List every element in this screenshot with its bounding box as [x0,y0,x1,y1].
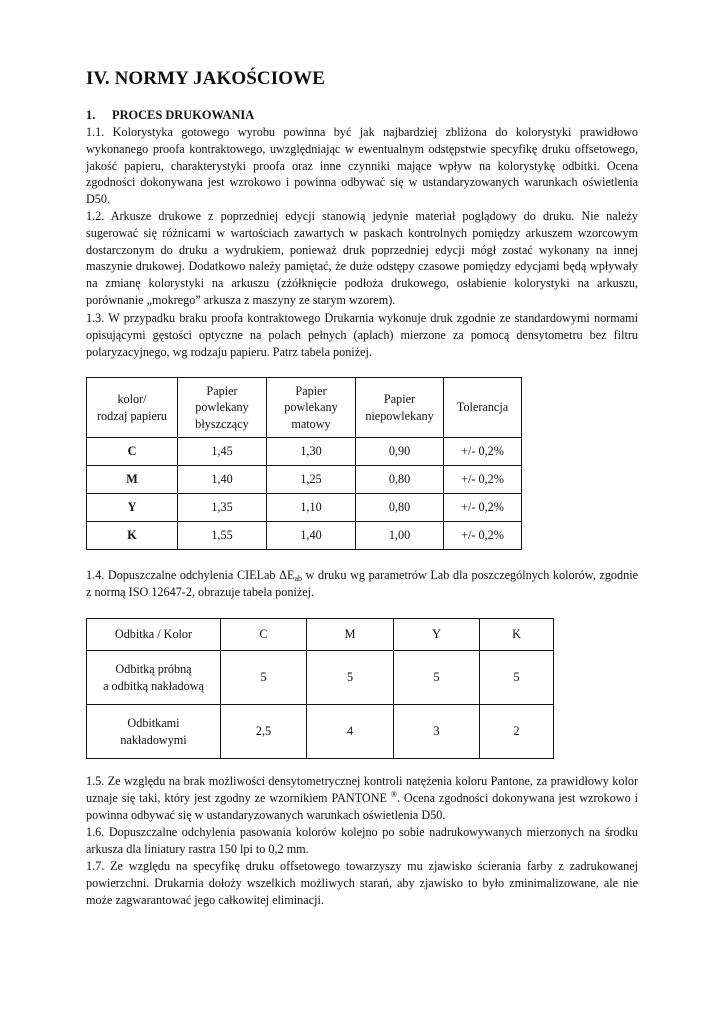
value-cell: 1,35 [178,494,267,522]
table-row [87,522,522,550]
paragraph-1-5: 1.5. Ze względu na brak możliwości densytometrycznej kontroli natężenia koloru Pantone, za prawidłowy kolor uznaje się taki, który jest zgodny ze wzornikiem PANTONE ®. Ocena zgodności dokonywana jest wzrokowo i powinna odbywać się w ustandaryzowanych warunkach oświetlenia D50. [86,774,638,822]
value-cell: 0,80 [356,466,444,494]
value-cell: 1,00 [356,522,444,550]
density-table-header-row [87,378,522,438]
header-cell: Tolerancja [444,378,522,438]
value-cell: 2,5 [221,705,307,759]
table-row [87,466,522,494]
header-cell: kolor/ rodzaj papieru [87,378,178,438]
paragraph-1-6: 1.6. Dopuszczalne odchylenia pasowania kolorów kolejno po sobie nadrukowywanych mierzonych na środku arkusza dla liniatury rastra 150 lpi to 0,2 mm. [86,825,638,856]
value-cell: 1,30 [267,438,356,466]
value-cell: 0,80 [356,494,444,522]
paragraph-1-3: 1.3. W przypadku braku proofa kontraktowego Drukarnia wykonuje druk zgodnie ze standardowymi normami opisującymi gęstości optyczne na polach pełnych (aplach) mierzone za pomocą densytometru bez filtru polaryzacyjnego, wg rodzaju papieru. Patrz tabela poniżej. [86,311,638,359]
header-cell: C [221,619,307,651]
header-cell: Papier powlekany matowy [267,378,356,438]
value-cell: 1,25 [267,466,356,494]
color-cell: Y [87,494,178,522]
row-label-cell: Odbitkami nakładowymi [87,705,221,759]
value-cell: 1,45 [178,438,267,466]
header-cell: Odbitka / Kolor [87,619,221,651]
header-cell: M [307,619,394,651]
section-label: PROCES DRUKOWANIA [112,108,255,122]
delta-e-header-row [87,619,554,651]
page-title: IV. NORMY JAKOŚCIOWE [86,68,325,89]
header-cell: Papier niepowlekany [356,378,444,438]
density-table [86,377,522,550]
table-row [87,438,522,466]
paragraph-1-7: 1.7. Ze względu na specyfikę druku offsetowego towarzyszy mu zjawisko ścierania farby z zadrukowanej powierzchni. Drukarnia dołoży wszelkich możliwych starań, aby zjawisko to było zminimalizowane, ale nie może zagwarantować jego całkowitej eliminacji. [86,859,638,907]
value-cell: 1,55 [178,522,267,550]
paragraph-1-2: 1.2. Arkusze drukowe z poprzedniej edycji stanowią jedynie materiał poglądowy do druku. Nie należy sugerować się różnicami w wartościach zawartych w paskach kontrolnych pomiędzy arkuszem wzorcowym dostarczonym do druku a wydrukiem, ponieważ druk poprzedniej edycji mógł zostać wykonany na innej maszynie drukowej. Dodatkowo należy pamiętać, że duże odstępy czasowe pomiędzy edycjami będą wpływały na zmianę kolorystyki na arkuszu (zżółknięcie podłoża drukowego, osłabienie kolorystyki na arkuszu, porównanie „mokrego” arkusza z maszyny ze starym wzorem). [86,209,638,307]
color-cell: C [87,438,178,466]
section-heading [86,108,254,123]
section-number: 1. [86,108,96,122]
row-label-cell: Odbitką próbną a odbitką nakładową [87,651,221,705]
value-cell: 1,10 [267,494,356,522]
header-cell: Papier powlekany błyszczący [178,378,267,438]
delta-e-table [86,618,554,759]
value-cell: 0,90 [356,438,444,466]
table-row [87,494,522,522]
table-row [87,705,554,759]
value-cell: 4 [307,705,394,759]
paragraph-1-4: 1.4. Dopuszczalne odchylenia CIELab $\Delta E_{ab}$ w druku wg parametrów Lab dla poszczególnych kolorów, zgodnie z normą ISO 12647-2, obrazuje tabela poniżej. [86,568,638,599]
value-cell: 1,40 [267,522,356,550]
tolerance-cell: +/- 0,2% [444,522,522,550]
value-cell: 2 [480,705,554,759]
tolerance-cell: +/- 0,2% [444,494,522,522]
paragraph-1-1: 1.1. Kolorystyka gotowego wyrobu powinna być jak najbardziej zbliżona do kolorystyki prawidłowo wykonanego proofa kontraktowego, uwzględniając w ewentualnym odstępstwie specyfikę druku offsetowego, jakość papieru, charakterystyki proofa oraz inne czynniki mające wpływ na kolorystykę odbitki. Ocena zgodności dokonywana jest wzrokowo i powinna odbywać się w ustandaryzowanych warunkach oświetlenia D50. [86,125,638,207]
value-cell: 5 [480,651,554,705]
tolerance-cell: +/- 0,2% [444,438,522,466]
value-cell: 5 [307,651,394,705]
table-row [87,651,554,705]
tolerance-cell: +/- 0,2% [444,466,522,494]
color-cell: M [87,466,178,494]
value-cell: 1,40 [178,466,267,494]
value-cell: 5 [394,651,480,705]
header-cell: Y [394,619,480,651]
color-cell: K [87,522,178,550]
value-cell: 5 [221,651,307,705]
header-cell: K [480,619,554,651]
value-cell: 3 [394,705,480,759]
